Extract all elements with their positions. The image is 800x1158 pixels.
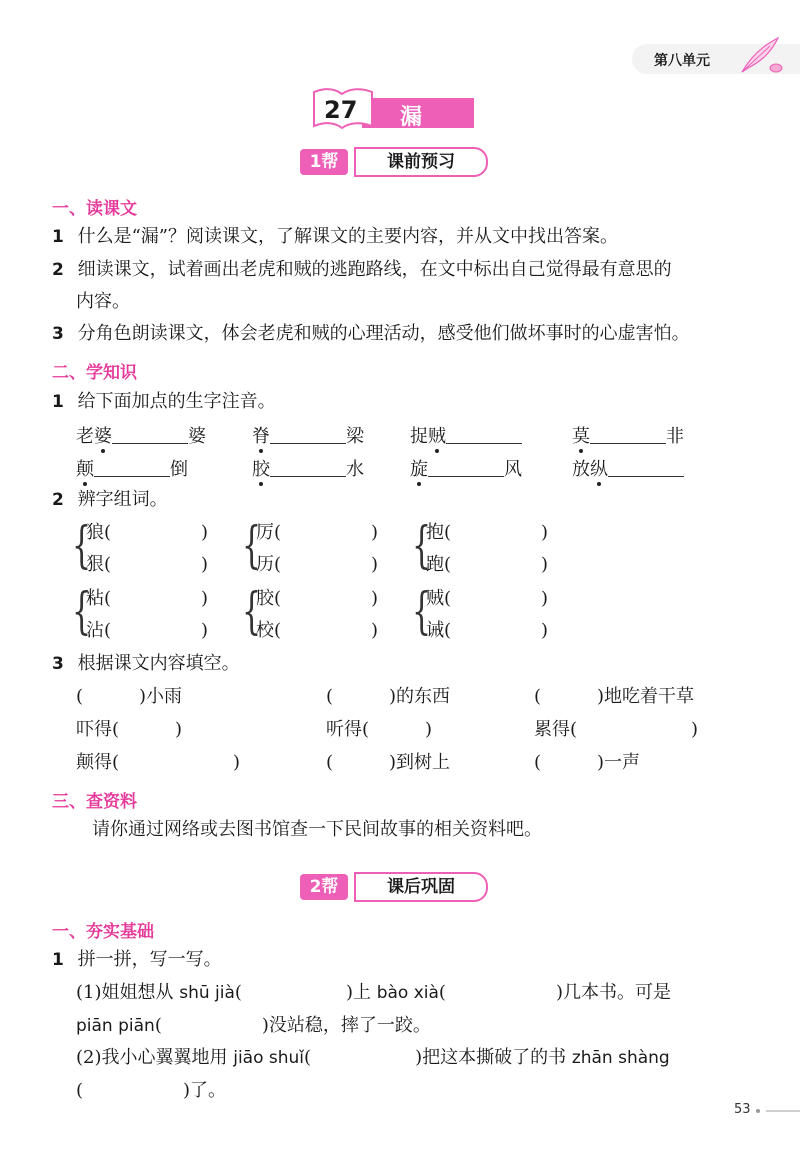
bianzi-item: 狠( ) (86, 554, 209, 575)
page-number-rule (766, 1110, 800, 1112)
bianzi-item: 贼( ) (426, 588, 549, 609)
brace-icon: { (412, 516, 432, 574)
zhuyin-row-2d: 放纵 (572, 458, 684, 479)
section-title-1: 课前预习 (354, 147, 488, 177)
answer-blank[interactable] (608, 458, 684, 477)
learn-k3 (52, 655, 240, 673)
heading-research: 三、查资料 (52, 792, 137, 812)
bianzi-item: 诫( ) (426, 620, 549, 641)
answer-blank[interactable] (590, 425, 666, 444)
lesson-number: 27 (324, 96, 358, 124)
pinyin-line-1: (1)姐姐想从 shū jià( )上 bào xià( )几本书。可是 (76, 982, 671, 1003)
bianzi-item: 胶( ) (256, 588, 379, 609)
zhuyin-row-1c: 捉贼 (410, 425, 522, 446)
section-header-1 (300, 147, 490, 177)
bianzi-item: 沾( ) (86, 620, 209, 641)
bianzi-item: 跑( ) (426, 554, 549, 575)
section-badge-1: 1帮 (300, 149, 348, 175)
q-number: 2 (52, 260, 64, 280)
q-number: 3 (52, 324, 64, 344)
zhuyin-row-2c: 旋 风 (410, 459, 522, 480)
zhuyin-row-1b: 脊 梁 (252, 426, 364, 447)
unit-header (632, 44, 800, 74)
read-q2 (52, 261, 672, 279)
basics-p1 (52, 951, 222, 969)
brace-icon: { (412, 582, 432, 640)
answer-blank[interactable] (270, 425, 346, 444)
fill-item: ( )的东西 (326, 686, 451, 707)
lesson-title (310, 86, 478, 132)
lesson-name: 漏 (400, 105, 423, 130)
q-number: 1 (52, 950, 64, 970)
zhuyin-item: 老婆 婆 (76, 426, 206, 447)
zhuyin-row-2b: 胶 水 (252, 459, 364, 480)
section-badge-2: 2帮 (300, 874, 348, 900)
unit-label: 第八单元 (654, 53, 710, 69)
read-q1 (52, 228, 618, 246)
basics-p1-text: 拼一拼，写一写。 (77, 949, 222, 970)
read-q3 (52, 325, 690, 343)
read-q2-text: 细读课文，试着画出老虎和贼的逃跑路线，在文中标出自己觉得最有意思的 (77, 259, 672, 280)
heading-learn: 二、学知识 (52, 363, 137, 383)
page-number-dot (756, 1109, 760, 1113)
zhuyin-row-2a: 颠 倒 (76, 459, 188, 480)
brace-icon: { (242, 516, 262, 574)
fill-item: 颠得( ) (76, 752, 241, 773)
fill-item: 累得( ) (534, 719, 699, 740)
bianzi-item: 抱( ) (426, 522, 549, 543)
pinyin-line-2: piān piān( )没站稳，摔了一跤。 (76, 1015, 431, 1036)
zhuyin-row-1d: 莫 非 (572, 426, 684, 447)
read-q2-cont: 内容。 (76, 291, 130, 312)
section-header-2 (300, 872, 490, 902)
page-number: 53 (734, 1102, 751, 1117)
zhuyin-row-1 (76, 425, 206, 446)
fill-item: 吓得( ) (76, 719, 183, 740)
read-q1-text: 什么是“漏”？阅读课文，了解课文的主要内容，并从文中找出答案。 (77, 226, 618, 247)
learn-k3-text: 根据课文内容填空。 (77, 653, 240, 674)
fill-item: ( )到树上 (326, 752, 451, 773)
heading-basics: 一、夯实基础 (52, 922, 154, 942)
q-number: 2 (52, 490, 64, 510)
bianzi-item: 历( ) (256, 554, 379, 575)
fill-item: 听得( ) (326, 719, 433, 740)
answer-blank[interactable] (270, 458, 346, 477)
answer-blank[interactable] (112, 425, 188, 444)
brace-icon: { (242, 582, 262, 640)
learn-k2-text: 辨字组词。 (77, 489, 168, 510)
learn-k1 (52, 393, 276, 411)
brace-icon: { (72, 516, 92, 574)
quill-icon (736, 36, 784, 76)
fill-item: ( )小雨 (76, 686, 183, 707)
bianzi-item: 粘( ) (86, 588, 209, 609)
fill-item: ( )地吃着干草 (534, 686, 695, 707)
brace-icon: { (72, 582, 92, 640)
bianzi-item: 校( ) (256, 620, 379, 641)
pinyin-line-3: (2)我小心翼翼地用 jiāo shuǐ( )把这本撕破了的书 zhān shàng (76, 1047, 670, 1068)
answer-blank[interactable] (428, 458, 504, 477)
fill-item: ( )一声 (534, 752, 641, 773)
pinyin-line-4: ( )了。 (76, 1080, 227, 1101)
read-q3-text: 分角色朗读课文，体会老虎和贼的心理活动，感受他们做坏事时的心虚害怕。 (77, 323, 690, 344)
heading-read: 一、读课文 (52, 199, 137, 219)
q-number: 3 (52, 654, 64, 674)
answer-blank[interactable] (446, 425, 522, 444)
section-title-2: 课后巩固 (354, 872, 488, 902)
learn-k2 (52, 491, 168, 509)
bianzi-item: 狼( ) (86, 522, 209, 543)
q-number: 1 (52, 392, 64, 412)
learn-k1-text: 给下面加点的生字注音。 (77, 391, 276, 412)
research-text: 请你通过网络或去图书馆查一下民间故事的相关资料吧。 (92, 819, 542, 840)
bianzi-item: 厉( ) (256, 522, 379, 543)
answer-blank[interactable] (94, 458, 170, 477)
q-number: 1 (52, 227, 64, 247)
